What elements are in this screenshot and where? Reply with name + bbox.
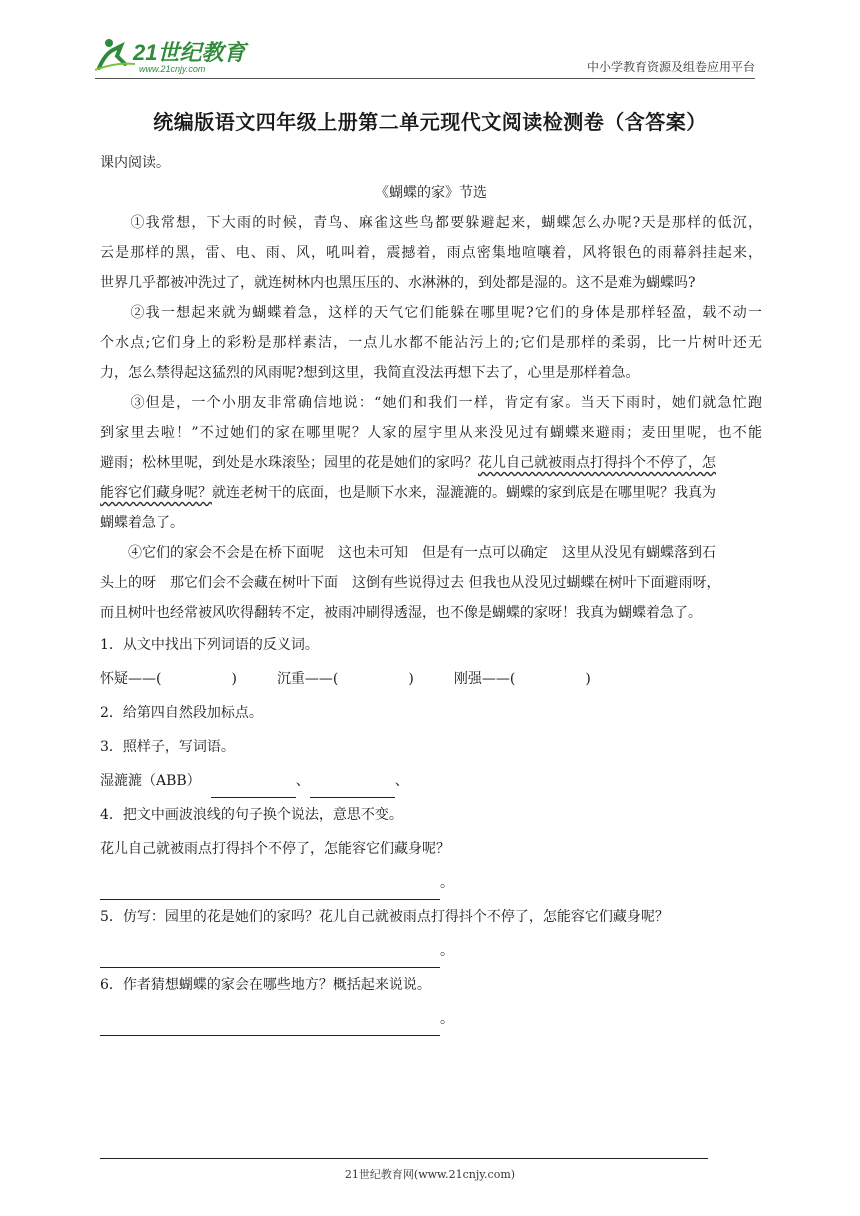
end-mark-4: 。 xyxy=(440,875,454,891)
antonym-close-2: ) xyxy=(408,671,414,687)
question-2: 2．给第四自然段加标点。 xyxy=(100,705,263,721)
antonym-close-1: ) xyxy=(231,671,237,687)
platform-label: 中小学教育资源及组卷应用平台 xyxy=(586,60,755,74)
answer-line-4 xyxy=(100,866,762,900)
para1-line3: 世界几乎都被冲洗过了，就连树林内也黑压压的、水淋淋的，到处都是湿的。这不是难为蝴蝶吗? xyxy=(100,275,696,291)
end-mark-6: 。 xyxy=(440,1011,454,1027)
question-1: 1．从文中找出下列词语的反义词。 xyxy=(100,637,319,653)
para4-line2: 头上的呀 那它们会不会藏在树叶下面 这倒有些说得过去 但我也从没见过蝴蝶在树叶下面避雨呀， xyxy=(100,575,721,591)
page-title: 统编版语文四年级上册第二单元现代文阅读检测卷（含答案） xyxy=(153,110,707,134)
para3-line2: 到家里去啦！”不过她们的家在哪里呢？人家的屋宇里从来没见过有蝴蝶来避雨；麦田里呢，也不能 xyxy=(100,425,762,441)
end-mark-5: 。 xyxy=(440,943,454,959)
abb-example: 湿漉漉（ABB） xyxy=(100,773,201,789)
antonym-doubt: 怀疑——( xyxy=(100,671,162,687)
antonym-strong: 刚强——( xyxy=(453,671,516,687)
answer-blank-q5[interactable] xyxy=(100,951,440,968)
passage-title: 《蝴蝶的家》节选 xyxy=(375,185,487,201)
page-header xyxy=(95,28,755,79)
answer-line-6 xyxy=(100,1002,762,1036)
answer-blank-q4[interactable] xyxy=(100,883,440,900)
intro-text: 课内阅读。 xyxy=(100,155,170,171)
footer-divider xyxy=(100,1158,708,1159)
para3-line3-text: 避雨；松林里呢，到处是水珠滚坠；园里的花是她们的家吗？ xyxy=(100,455,478,471)
question-3: 3．照样子，写词语。 xyxy=(100,739,235,755)
answer-blank-q6[interactable] xyxy=(100,1019,440,1036)
wavy-sentence-part2: 能容它们藏身呢？ xyxy=(100,485,212,501)
para3-line5: 蝴蝶着急了。 xyxy=(100,515,184,531)
answer-line-5 xyxy=(100,934,762,968)
question-3-example xyxy=(100,764,762,798)
separator-1: 、 xyxy=(295,773,310,789)
page-footer: 21世纪教育网(www.21cnjy.com) xyxy=(344,1168,516,1181)
para2-line2: 个水点;它们身上的彩粉是那样素洁，一点儿水都不能沾污上的;它们是那样的柔弱，比一片树叶还无 xyxy=(100,335,762,351)
para1-line2: 云是那样的黑，雷、电、雨、风，吼叫着，震撼着，雨点密集地喧嚷着，风将银色的雨幕斜挂起来， xyxy=(100,245,762,261)
logo-icon xyxy=(95,34,265,74)
para3-line4-text: 就连老树干的底面，也是顺下水来，湿漉漉的。蝴蝶的家到底是在哪里呢？我真为 xyxy=(212,485,716,501)
para2-line3: 力，怎么禁得起这猛烈的风雨呢?想到这里，我简直没法再想下去了，心里是那样着急。 xyxy=(100,365,640,381)
para4-line1: ④它们的家会不会是在桥下面呢 这也未可知 但是有一点可以确定 这里从没见有蝴蝶落到石 xyxy=(100,545,716,561)
separator-2: 、 xyxy=(394,773,409,789)
para3-line4 xyxy=(100,478,762,508)
para2-line1: ②我一想起来就为蝴蝶着急，这样的天气它们能躲在哪里呢?它们的身体是那样轻盈，载不动一 xyxy=(100,305,762,321)
svg-text:21世纪教育: 21世纪教育 xyxy=(133,40,246,65)
question-4: 4．把文中画波浪线的句子换个说法，意思不变。 xyxy=(100,807,403,823)
question-6: 6．作者猜想蝴蝶的家会在哪些地方？概括起来说说。 xyxy=(100,977,431,993)
para3-line3 xyxy=(100,448,762,478)
answer-blank-1[interactable] xyxy=(211,781,296,798)
question-4-sentence: 花儿自己就被雨点打得抖个不停了，怎能容它们藏身呢？ xyxy=(100,841,450,857)
antonym-close-3: ) xyxy=(585,671,591,687)
para4-line3: 而且树叶也经常被风吹得翻转不定，被雨冲刷得透湿，也不像是蝴蝶的家呀！我真为蝴蝶着急了。 xyxy=(100,605,702,621)
para3-line1: ③但是，一个小朋友非常确信地说：“她们和我们一样，肯定有家。当天下雨时，她们就急忙跑 xyxy=(100,395,762,411)
document-body xyxy=(100,148,762,1036)
svg-text:www.21cnjy.com: www.21cnjy.com xyxy=(139,64,206,74)
para1-line1: ①我常想，下大雨的时候，青鸟、麻雀这些鸟都要躲避起来，蝴蝶怎么办呢?天是那样的低沉， xyxy=(100,215,762,231)
question-5: 5．仿写：园里的花是她们的家吗？花儿自己就被雨点打得抖个不停了，怎能容它们藏身呢？ xyxy=(100,909,669,925)
answer-blank-2[interactable] xyxy=(310,781,395,798)
wavy-sentence-part1: 花儿自己就被雨点打得抖个不停了，怎 xyxy=(478,455,716,471)
antonym-heavy: 沉重——( xyxy=(276,671,339,687)
question-1-blanks xyxy=(100,662,762,696)
